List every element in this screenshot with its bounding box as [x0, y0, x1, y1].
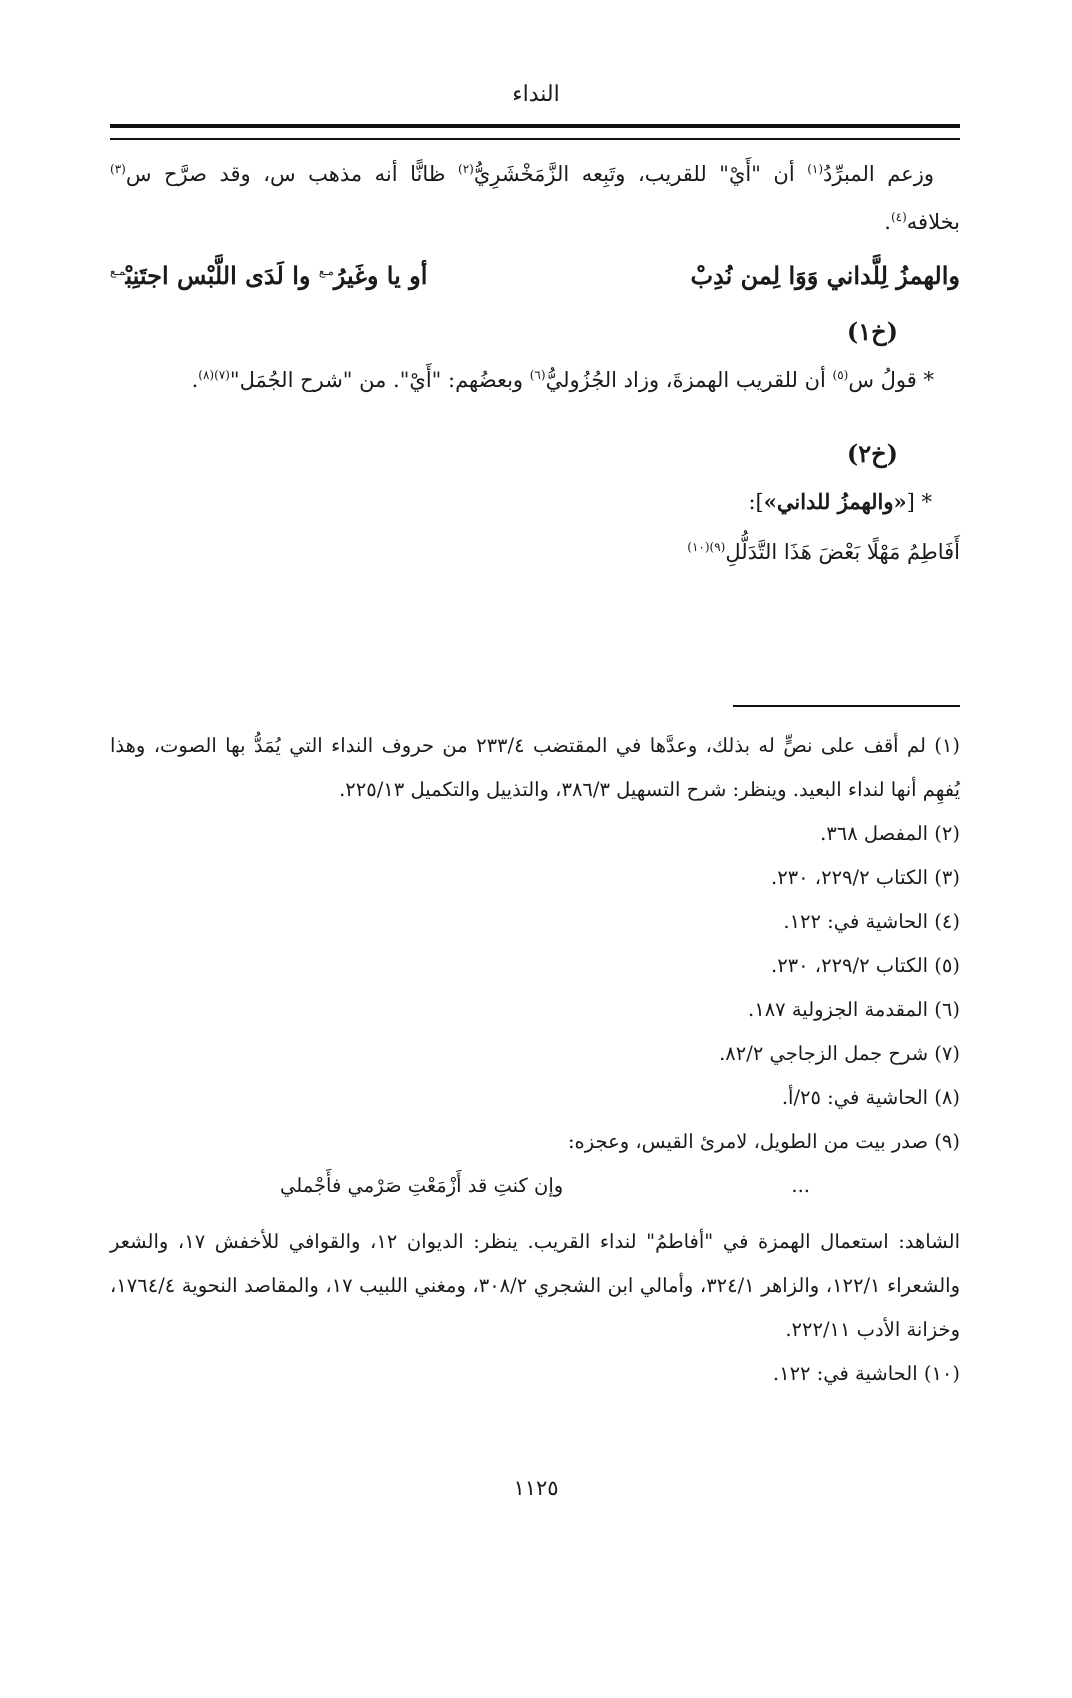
paragraph-1 — [110, 150, 960, 246]
poetry-line — [110, 528, 960, 576]
footnote-3: (٣) الكتاب ٢٢٩/٢، ٢٣٠. — [770, 866, 960, 889]
footnote-ref: (٩) — [709, 540, 726, 554]
footnote-9-shahid: الشاهد: استعمال الهمزة في "أفاطمُ" لنداء القريب. ينظر: الديوان ١٢، والقوافي للأخفش ١٧، والشعر والشعراء ١٢٢/١، والزاهر ٣٢٤/١، وأمالي ابن الشجري ٣٠٨/٢، ومغني اللبيب ١٧، والمقاصد النحوية ١٧٦٤/٤، وخزانة الأدب ٢٢٢/١١. — [110, 1230, 961, 1341]
header-rule-thin — [110, 138, 960, 140]
text-run: أن "أَيْ" للقريب، وتَبِعه الزَّمَخْشَرِيُّ — [473, 162, 808, 186]
text-run: أو يا وغَيرُ — [333, 261, 428, 290]
text-run: بخلافه — [906, 210, 960, 234]
footnote-2: (٢) المفصل ٣٦٨. — [820, 822, 960, 845]
header-rule-thick — [110, 124, 960, 128]
footnote-9-verse — [110, 1164, 960, 1208]
page-header-title: النداء — [512, 82, 560, 107]
footnote-ref: (٨) — [198, 368, 215, 382]
quoted-phrase: «والهمزُ للداني» — [763, 489, 907, 514]
text-run: أَفَاطِمُ مَهْلًا بَعْضَ هَذَا التَّدَلُّلِ — [725, 540, 960, 564]
footnote-ref: (٦) — [529, 368, 546, 382]
text-run: . — [191, 368, 199, 392]
footnote-ref: (٣) — [110, 162, 126, 176]
footnote-4: (٤) الحاشية في: ١٢٢. — [783, 910, 960, 933]
text-run: * [ — [906, 490, 932, 514]
main-text — [110, 150, 960, 576]
text-run: وا لَدَى اللَّبْس اجتَنِبْ — [125, 261, 319, 290]
quoted-heading — [110, 478, 932, 526]
footnote-1: (١) لم أقف على نصٍّ له بذلك، وعدَّها في المقتضب ٢٣٣/٤ من حروف النداء التي يُمَدُّ بها الصوت، وهذا يُفهِم أنها لنداء البعيد. وينظر: شرح التسهيل ٣٨٦/٣، والتذييل والتكميل ٢٢٥/١٣. — [110, 734, 960, 801]
footnote-ref: (٢) — [458, 162, 474, 176]
footnote-7: (٧) شرح جمل الزجاجي ٨٢/٢. — [719, 1042, 960, 1065]
footnote-10: (١٠) الحاشية في: ١٢٢. — [772, 1362, 960, 1385]
paragraph-2 — [110, 356, 960, 404]
section-marker-2: (خ٢) — [846, 439, 898, 468]
verse-mark: مـع — [318, 265, 334, 278]
footnote-ref: (٥) — [832, 368, 849, 382]
text-run: . — [884, 210, 891, 234]
footnote-ref: (٧) — [214, 368, 230, 382]
verse-hemistich-left — [110, 248, 427, 304]
page-number: ١١٢٥ — [513, 1476, 559, 1500]
footnote-ref: (١٠) — [687, 540, 710, 554]
footnote-5: (٥) الكتاب ٢٢٩/٢، ٢٣٠. — [770, 954, 960, 977]
footnote-separator — [733, 705, 960, 707]
text-run: وزعم المبرِّدُ — [823, 162, 934, 186]
footnote-8: (٨) الحاشية في: ٢٥/أ. — [781, 1086, 960, 1109]
text-run: ]: — [748, 490, 764, 514]
text-run: أن للقريب الهمزةَ، وزاد الجُزُوليُّ — [545, 368, 833, 392]
footnote-ref: (١) — [807, 162, 824, 176]
verse-line — [110, 248, 960, 304]
verse-second-half: وإن كنتِ قد أَزْمَعْتِ صَرْمي فأَجْملي — [280, 1174, 564, 1197]
section-marker-1: (خ١) — [846, 317, 898, 346]
footnote-9: (٩) صدر بيت من الطويل، لامرئ القيس، وعجزه: — [567, 1130, 960, 1153]
text-run: ظانًّا أنه مذهب س، وقد صرَّح س — [125, 162, 458, 186]
verse-hemistich-right: والهمزُ لِلَّداني وَوَا لِمن نُدِبْ — [690, 261, 960, 290]
footnote-6: (٦) المقدمة الجزولية ١٨٧. — [748, 998, 960, 1021]
ellipsis: ... — [791, 1174, 810, 1197]
footnotes — [110, 724, 960, 1396]
text-run: * قولُ س — [848, 368, 934, 392]
footnote-ref: (٤) — [890, 210, 907, 224]
verse-mark: مـع — [110, 265, 126, 278]
text-run: وبعضُهم: "أَيْ". من "شرح الجُمَل" — [229, 368, 530, 392]
